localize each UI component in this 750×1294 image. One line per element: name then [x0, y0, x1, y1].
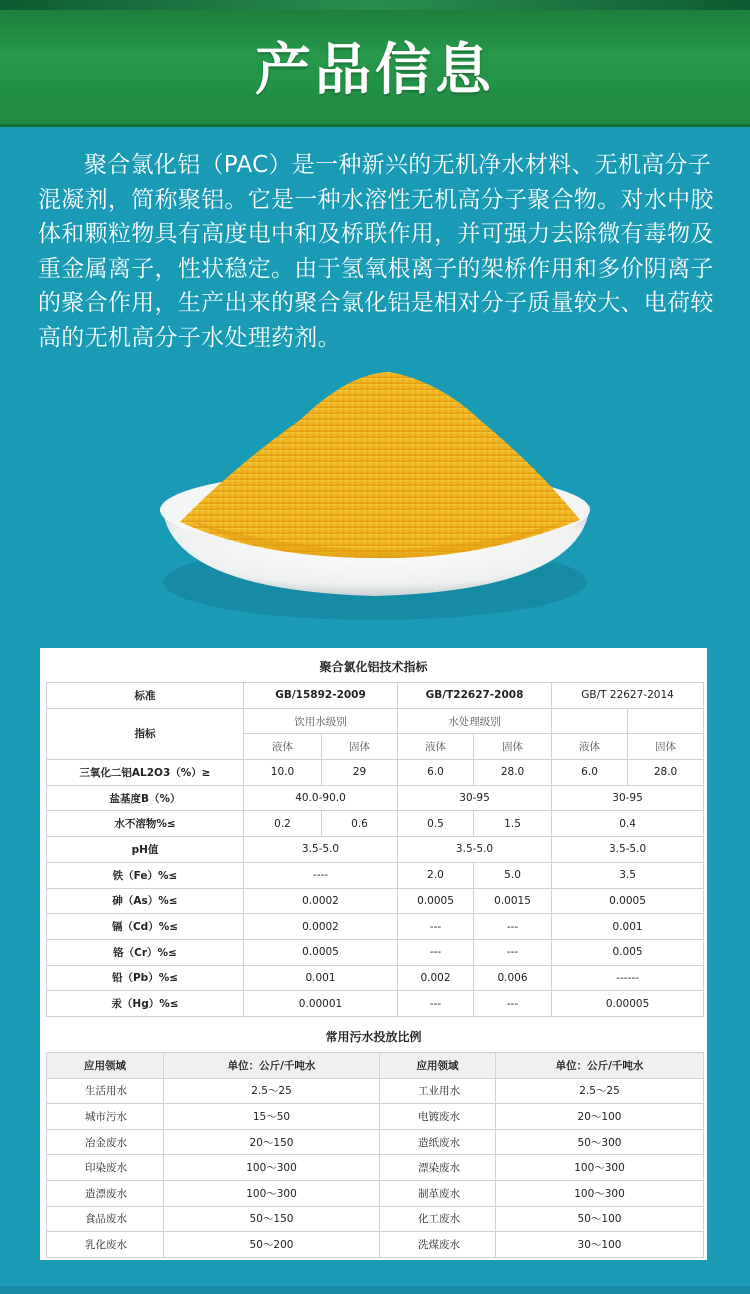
table-cell: 0.0002 [244, 888, 398, 914]
row-label: 水不溶物%≤ [47, 811, 244, 837]
form-label: 固体 [322, 734, 398, 760]
header-banner [0, 0, 750, 127]
table-row [47, 785, 704, 811]
dosage-table-title: 常用污水投放比例 [325, 1030, 422, 1044]
grade-empty [628, 708, 704, 734]
grade-label: 饮用水级别 [244, 708, 398, 734]
table-row [47, 1155, 704, 1181]
table-cell: 0.001 [244, 965, 398, 991]
table-cell: --- [398, 991, 474, 1017]
table-cell: 0.0015 [474, 888, 552, 914]
row-label: 镉（Cd）%≤ [47, 914, 244, 940]
form-label: 液体 [244, 734, 322, 760]
column-header: 应用领域 [47, 1053, 164, 1079]
table-cell: 乳化废水 [47, 1232, 164, 1258]
table-cell: 制革废水 [380, 1180, 496, 1206]
table-cell: 0.0005 [244, 939, 398, 965]
row-label: 汞（Hg）%≤ [47, 991, 244, 1017]
table-cell: 1.5 [474, 811, 552, 837]
table-cell: 0.006 [474, 965, 552, 991]
column-header: 单位：公斤/千吨水 [164, 1053, 380, 1079]
table-cell: 3.5 [552, 862, 704, 888]
top-strip [0, 0, 750, 10]
form-label: 固体 [628, 734, 704, 760]
row-label: 盐基度B（%） [47, 785, 244, 811]
table-cell: 冶金废水 [47, 1129, 164, 1155]
table-row [47, 965, 704, 991]
row-label: 铅（Pb）%≤ [47, 965, 244, 991]
index-label: 指标 [47, 708, 244, 759]
row-label: 三氧化二铝AL2O3（%）≥ [47, 760, 244, 786]
table-row [47, 708, 704, 734]
table-cell: 15～50 [164, 1104, 380, 1130]
spec-panel [40, 648, 707, 1260]
table-cell: 28.0 [474, 760, 552, 786]
table-cell: ------ [552, 965, 704, 991]
table-cell: 0.5 [398, 811, 474, 837]
table-cell: 50～100 [496, 1206, 704, 1232]
table-cell: 工业用水 [380, 1078, 496, 1104]
table-cell: 印染废水 [47, 1155, 164, 1181]
table-cell: 食品废水 [47, 1206, 164, 1232]
column-header: 应用领域 [380, 1053, 496, 1079]
table-cell: 50～200 [164, 1232, 380, 1258]
table-cell: 0.00005 [552, 991, 704, 1017]
table-cell: 3.5-5.0 [398, 837, 552, 863]
table-cell: 29 [322, 760, 398, 786]
table-row [47, 1104, 704, 1130]
table-cell: 化工废水 [380, 1206, 496, 1232]
table-row [47, 837, 704, 863]
grade-label [552, 708, 628, 734]
table-row [47, 888, 704, 914]
table-cell: 5.0 [474, 862, 552, 888]
table-cell: 0.6 [322, 811, 398, 837]
table-cell: 生活用水 [47, 1078, 164, 1104]
table-cell: 0.002 [398, 965, 474, 991]
table-cell: 0.001 [552, 914, 704, 940]
table-header-row [47, 1053, 704, 1079]
form-label: 液体 [552, 734, 628, 760]
table-cell: --- [398, 939, 474, 965]
powder-photo [150, 360, 600, 630]
table-cell: 20～100 [496, 1104, 704, 1130]
table-cell: ---- [244, 862, 398, 888]
table-row [47, 1180, 704, 1206]
form-label: 液体 [398, 734, 474, 760]
table-row [47, 683, 704, 709]
table-cell: 0.2 [244, 811, 322, 837]
table-cell: --- [474, 939, 552, 965]
table-cell: 漂染废水 [380, 1155, 496, 1181]
standard-name: GB/T 22627-2014 [552, 683, 704, 709]
table-cell: 100～300 [164, 1155, 380, 1181]
table-row [47, 991, 704, 1017]
standard-label: 标准 [47, 683, 244, 709]
table-cell: 6.0 [552, 760, 628, 786]
table-cell: 2.5～25 [496, 1078, 704, 1104]
grade-label: 水处理级别 [398, 708, 552, 734]
standard-name: GB/T22627-2008 [398, 683, 552, 709]
table-cell: 20～150 [164, 1129, 380, 1155]
table-row [47, 1129, 704, 1155]
table-cell: 城市污水 [47, 1104, 164, 1130]
table-cell: 100～300 [496, 1155, 704, 1181]
table-cell: 30-95 [552, 785, 704, 811]
table-row [47, 760, 704, 786]
table-cell: 造纸废水 [380, 1129, 496, 1155]
table-cell: --- [474, 914, 552, 940]
table-cell: 3.5-5.0 [244, 837, 398, 863]
row-label: 铁（Fe）%≤ [47, 862, 244, 888]
table-cell: 0.0005 [552, 888, 704, 914]
table-cell: 0.0002 [244, 914, 398, 940]
row-label: pH值 [47, 837, 244, 863]
table-cell: 2.5～25 [164, 1078, 380, 1104]
table-cell: 10.0 [244, 760, 322, 786]
table-cell: 0.00001 [244, 991, 398, 1017]
dosage-table [46, 1052, 704, 1258]
column-header: 单位：公斤/千吨水 [496, 1053, 704, 1079]
table-cell: 0.005 [552, 939, 704, 965]
table-row [47, 1078, 704, 1104]
table-row [47, 862, 704, 888]
table-cell: 100～300 [496, 1180, 704, 1206]
intro-paragraph: 聚合氯化铝（PAC）是一种新兴的无机净水材料、无机高分子混凝剂，简称聚铝。它是一种水溶性无机高分子聚合物。对水中胶体和颗粒物具有高度电中和及桥联作用，并可强力去除微有毒物及重金属离子，性状稳定。由于氢氧根离子的架桥作用和多价阴离子的聚合作用，生产出来的聚合氯化铝是相对分子质量较大、电荷较高的无机高分子水处理药剂。 [38, 152, 714, 351]
table-cell: 50～300 [496, 1129, 704, 1155]
table-cell: 电镀废水 [380, 1104, 496, 1130]
table-cell: 2.0 [398, 862, 474, 888]
row-label: 铬（Cr）%≤ [47, 939, 244, 965]
powder-pile [180, 372, 580, 558]
table-cell: 洗煤废水 [380, 1232, 496, 1258]
table-cell: --- [398, 914, 474, 940]
bottom-border [0, 1286, 750, 1294]
table-row [47, 914, 704, 940]
table-cell: 40.0-90.0 [244, 785, 398, 811]
table-cell: 6.0 [398, 760, 474, 786]
form-label: 固体 [474, 734, 552, 760]
table-cell: 100～300 [164, 1180, 380, 1206]
table-row [47, 1232, 704, 1258]
table-cell: 3.5-5.0 [552, 837, 704, 863]
table-cell: 造漂废水 [47, 1180, 164, 1206]
table-cell: 0.0005 [398, 888, 474, 914]
table-cell: 50～150 [164, 1206, 380, 1232]
table-row [47, 939, 704, 965]
table-row [47, 1206, 704, 1232]
table-row [47, 811, 704, 837]
table-cell: --- [474, 991, 552, 1017]
table-cell: 30-95 [398, 785, 552, 811]
row-label: 砷（As）%≤ [47, 888, 244, 914]
table-cell: 30～100 [496, 1232, 704, 1258]
standard-name: GB/15892-2009 [244, 683, 398, 709]
page-title: 产品信息 [255, 38, 495, 103]
table-cell: 28.0 [628, 760, 704, 786]
spec-table-title: 聚合氯化铝技术指标 [319, 660, 428, 674]
spec-table [46, 682, 704, 1017]
table-cell: 0.4 [552, 811, 704, 837]
